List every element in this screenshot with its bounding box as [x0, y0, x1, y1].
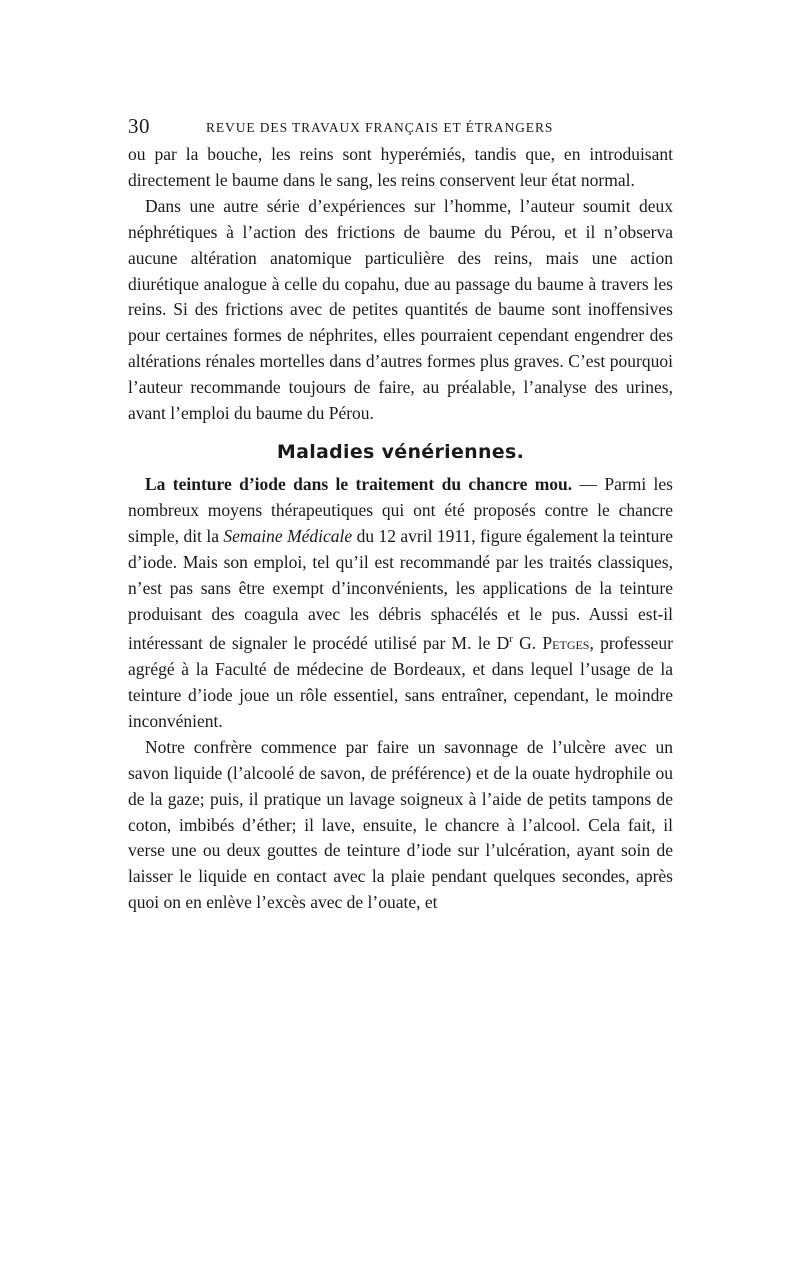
paragraph-continuation: ou par la bouche, les reins sont hyperémiés, tandis que, en introduisant directement le baume dans le sang, les reins conservent leur état normal. [128, 144, 673, 190]
article-subheading: La teinture d’iode dans le traitement du chancre mou. [145, 473, 573, 494]
running-title: REVUE DES TRAVAUX FRANÇAIS ET ÉTRANGERS [206, 120, 554, 135]
paragraph-date-text: du 12 avril 1911, figure également la teinture d’iode. Mais son emploi, tel qu’il est recommandé par les traités classiques, n’est pas sans être exempt d’inconvénients, les applications de la teinture produisant des coagula avec les débris sphacélés et le pus. Aussi est-il intéressant de signaler le procédé utilisé par M. le D [128, 525, 673, 654]
journal-title: Semaine Médicale [223, 525, 353, 546]
paragraph-procedure: Notre confrère commence par faire un savonnage de l’ulcère avec un savon liquide (l’alcoolé de savon, de préférence) et de la ouate hydrophile ou de la gaze; puis, il pratique un lavage soigneux à l’aide de petits tampons de coton, imbibés d’éther; il lave, ensuite, le chancre à l’alcool. Cela fait, il verse une ou deux gouttes de teinture d’iode sur l’ulcération, ayant soin de laisser le liquide en contact avec la plaie pendant quelques secondes, après quoi on en enlève l’excès avec de l’ouate, et [128, 736, 673, 913]
paragraph-iodine-treatment [128, 472, 673, 735]
paragraph-intro-text: — Parmi les nombreux moyens thérapeutiques qui ont été proposés contre le chancre simple, dit la [128, 473, 673, 546]
page-number: 30 [128, 114, 150, 138]
paragraph-rest-text: , professeur agrégé à la Faculté de médecine de Bordeaux, et dans lequel l’usage de la teinture d’iode joue un rôle essentiel, sans entraîner, cependant, le moindre inconvénient. [128, 633, 674, 731]
running-header [128, 112, 673, 142]
section-heading: Maladies vénériennes. [276, 440, 525, 463]
page [128, 112, 673, 916]
paragraph-nephritics: Dans une autre série d’expériences sur l’homme, l’auteur soumit deux néphrétiques à l’action des frictions de baume du Pérou, et il n’observa aucune altération anatomique particulière des reins, mais une action diurétique analogue à celle du copahu, due au passage du baume à travers les reins. Si des frictions avec de petites quantités de baume sont inoffensives pour certaines formes de néphrites, elles pourraient cependant engendrer des altérations rénales mortelles dans d’autres formes plus graves. C’est pourquoi l’auteur recommande toujours de faire, au préalable, l’analyse des urines, avant l’emploi du baume du Pérou. [128, 195, 673, 424]
author-name: Petges [542, 633, 590, 654]
author-initial: G. [512, 633, 543, 654]
doctor-superscript: r [509, 633, 513, 646]
